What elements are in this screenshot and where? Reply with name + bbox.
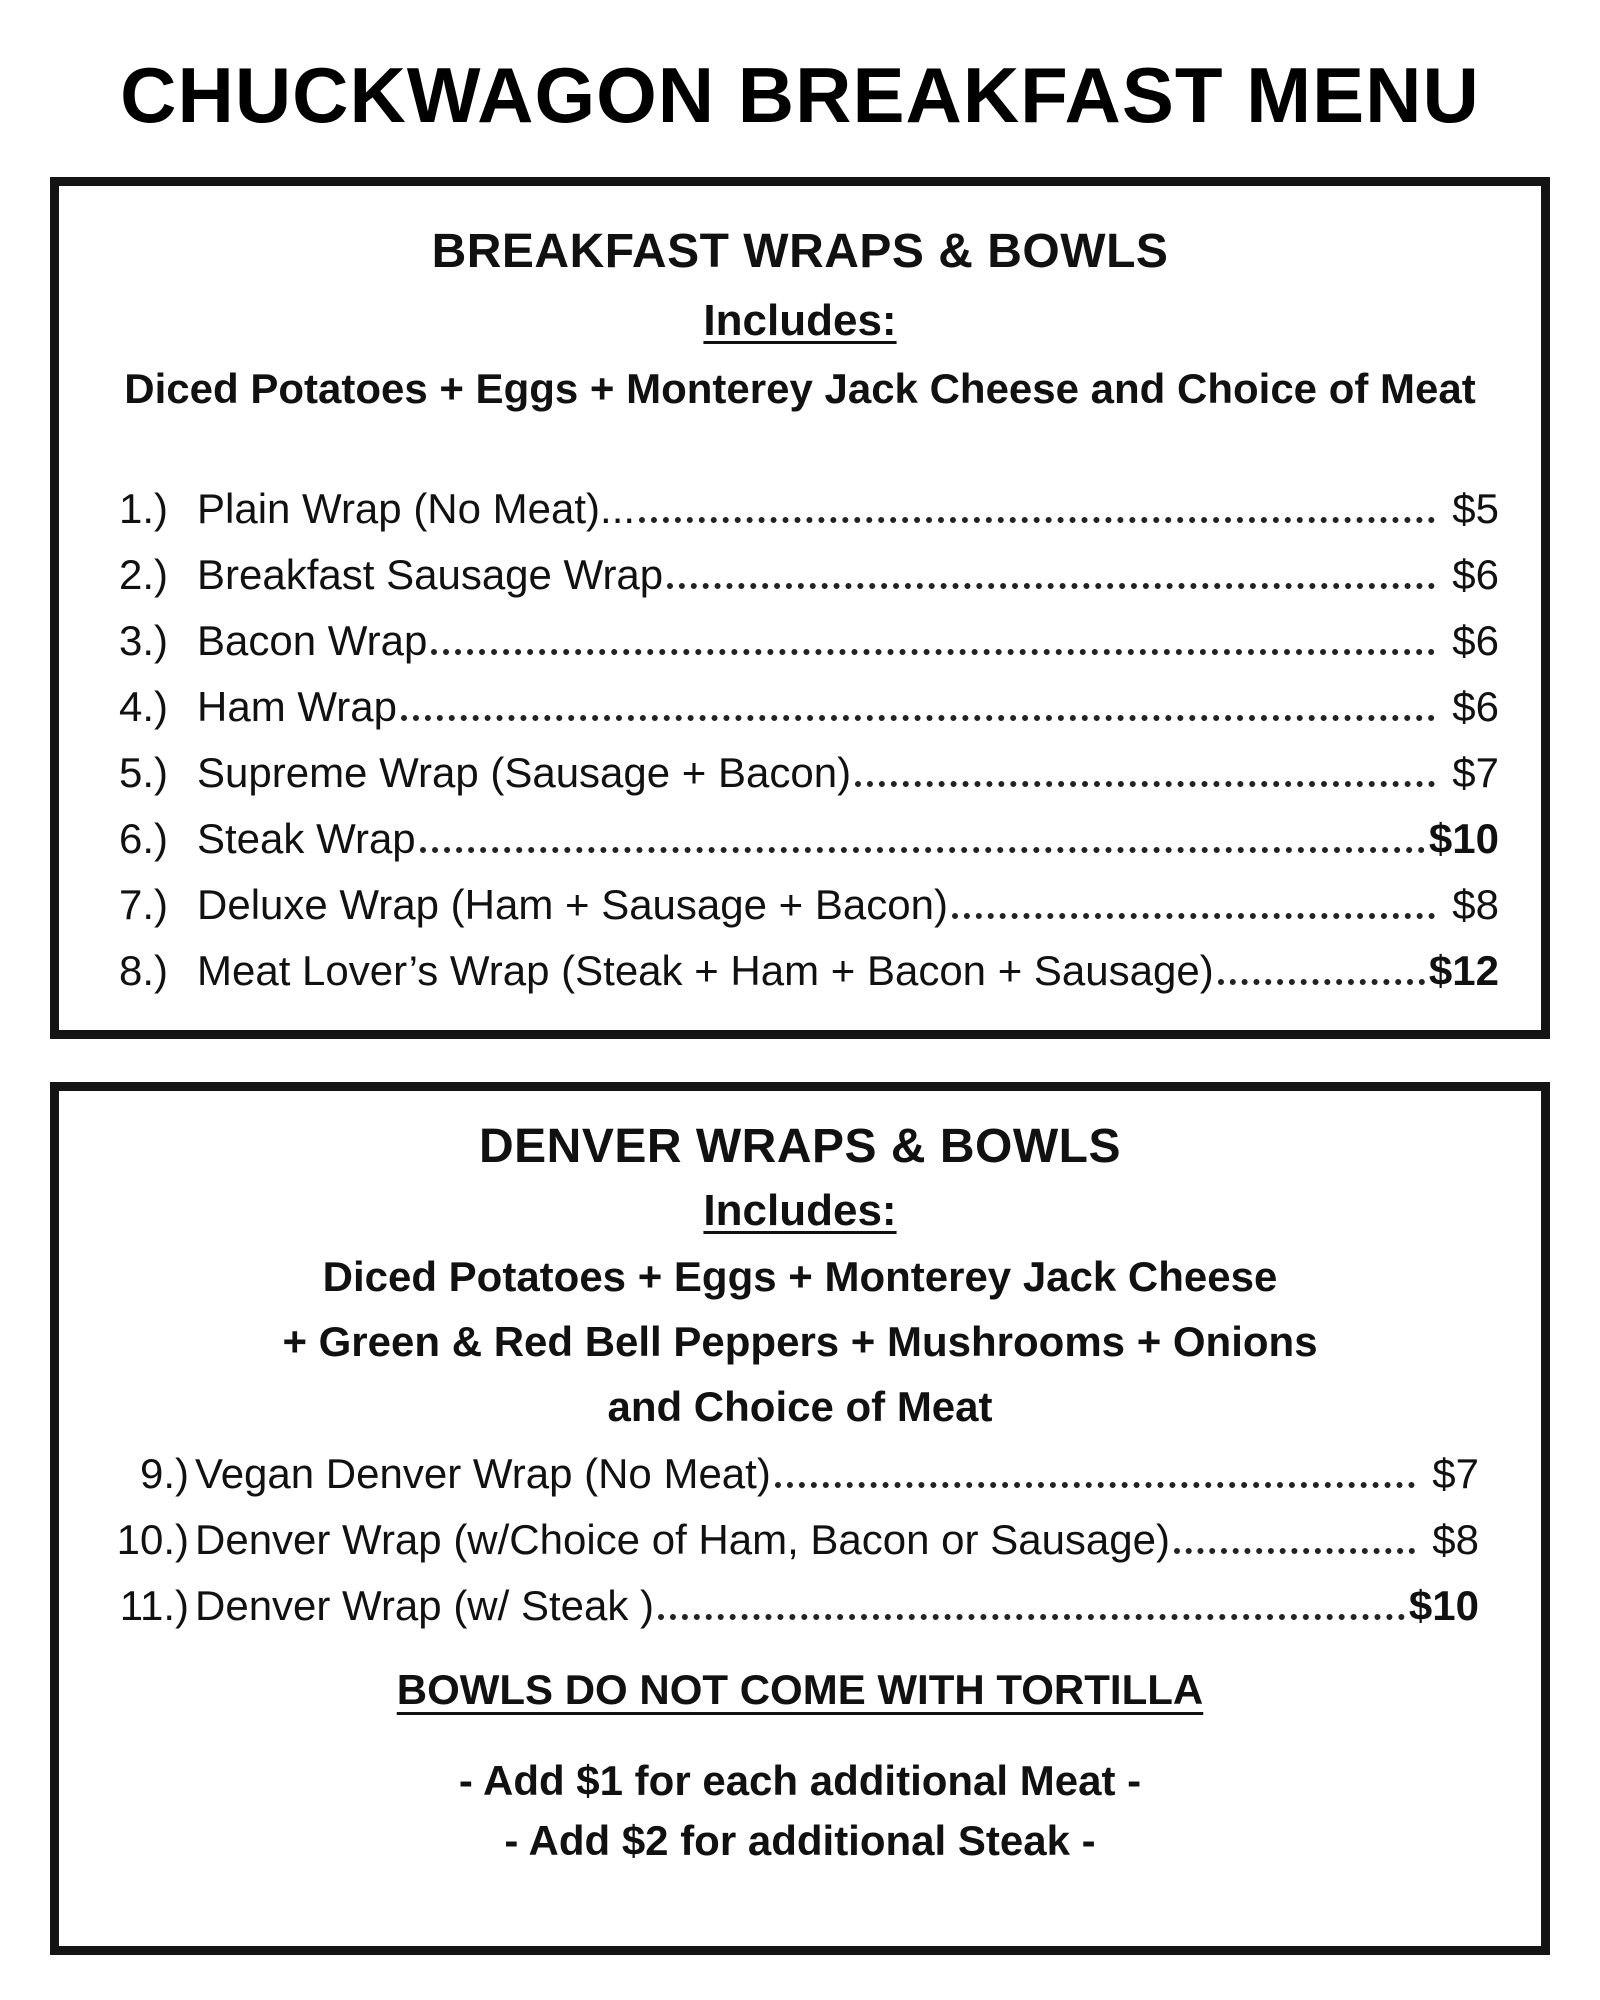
- item-name: Plain Wrap (No Meat)...: [197, 485, 636, 532]
- section-description: [59, 1244, 1541, 1439]
- dot-leader: [667, 583, 1435, 589]
- menu-item: [99, 1441, 1479, 1507]
- dot-leader: [952, 913, 1435, 919]
- item-number: 7.): [119, 881, 169, 928]
- section-description: Diced Potatoes + Eggs + Monterey Jack Cheese and Choice of Meat: [124, 365, 1476, 412]
- item-price: $8: [1432, 1516, 1479, 1563]
- item-price: $6: [1452, 551, 1499, 598]
- item-price: $10: [1428, 815, 1499, 862]
- item-price: $5: [1452, 485, 1499, 532]
- dot-leader: [431, 649, 1435, 655]
- item-name: Denver Wrap (w/Choice of Ham, Bacon or Sausage): [195, 1516, 1170, 1563]
- dot-leader: [775, 1482, 1415, 1488]
- menu-item: [119, 476, 1499, 542]
- menu-title: CHUCKWAGON BREAKFAST MENU: [120, 51, 1480, 139]
- dot-leader: [420, 847, 1425, 853]
- menu-item: [99, 1507, 1479, 1573]
- includes-label: Includes:: [703, 296, 897, 345]
- item-price: $10: [1408, 1582, 1479, 1629]
- denver-wraps-section: [50, 1082, 1550, 1955]
- item-number: 1.): [119, 485, 169, 532]
- item-price: $8: [1452, 881, 1499, 928]
- menu-item: [119, 938, 1499, 1004]
- dot-leader: [855, 781, 1435, 787]
- item-price: $12: [1428, 947, 1499, 994]
- item-name: Steak Wrap: [197, 815, 416, 862]
- item-number: 11.): [119, 1582, 189, 1629]
- item-price: $6: [1452, 683, 1499, 730]
- item-number: 6.): [119, 815, 169, 862]
- addon-line: - Add $1 for each additional Meat -: [458, 1757, 1142, 1804]
- addon-line: - Add $2 for additional Steak -: [504, 1817, 1096, 1864]
- breakfast-wraps-section: [50, 177, 1550, 1039]
- item-number: 4.): [119, 683, 169, 730]
- menu-item: [119, 806, 1499, 872]
- menu-item: [119, 542, 1499, 608]
- dot-leader: [639, 517, 1435, 523]
- item-name: Breakfast Sausage Wrap: [197, 551, 664, 598]
- item-number: 8.): [119, 947, 169, 994]
- item-name: Supreme Wrap (Sausage + Bacon): [197, 749, 852, 796]
- tortilla-notice: BOWLS DO NOT COME WITH TORTILLA: [396, 1666, 1204, 1713]
- item-name: Ham Wrap: [197, 683, 397, 730]
- item-name: Bacon Wrap: [197, 617, 428, 664]
- item-number: 3.): [119, 617, 169, 664]
- menu-item: [99, 1573, 1479, 1639]
- item-name: Meat Lover’s Wrap (Steak + Ham + Bacon + Sausage): [197, 947, 1214, 994]
- addon-notes: [59, 1751, 1541, 1871]
- item-price: $7: [1432, 1450, 1479, 1497]
- menu-items: [99, 1441, 1479, 1639]
- item-name: Vegan Denver Wrap (No Meat): [195, 1450, 771, 1497]
- section-heading: DENVER WRAPS & BOWLS: [478, 1120, 1121, 1173]
- description-line: and Choice of Meat: [607, 1383, 993, 1430]
- item-price: $7: [1452, 749, 1499, 796]
- item-price: $6: [1452, 617, 1499, 664]
- description-line: + Green & Red Bell Peppers + Mushrooms + Onions: [282, 1318, 1318, 1365]
- description-line: Diced Potatoes + Eggs + Monterey Jack Cheese: [322, 1253, 1278, 1300]
- menu-item: [119, 674, 1499, 740]
- item-name: Deluxe Wrap (Ham + Sausage + Bacon): [197, 881, 948, 928]
- includes-label: Includes:: [703, 1186, 897, 1235]
- menu-items: [119, 476, 1499, 1004]
- section-heading: BREAKFAST WRAPS & BOWLS: [431, 225, 1169, 278]
- item-number: 9.): [139, 1450, 189, 1497]
- dot-leader: [658, 1614, 1405, 1620]
- item-name: Denver Wrap (w/ Steak ): [195, 1582, 655, 1629]
- dot-leader: [1174, 1548, 1415, 1554]
- dot-leader: [1218, 979, 1425, 985]
- menu-item: [119, 608, 1499, 674]
- item-number: 5.): [119, 749, 169, 796]
- dot-leader: [401, 715, 1435, 721]
- item-number: 2.): [119, 551, 169, 598]
- item-number: 10.): [116, 1516, 189, 1563]
- menu-item: [119, 740, 1499, 806]
- menu-item: [119, 872, 1499, 938]
